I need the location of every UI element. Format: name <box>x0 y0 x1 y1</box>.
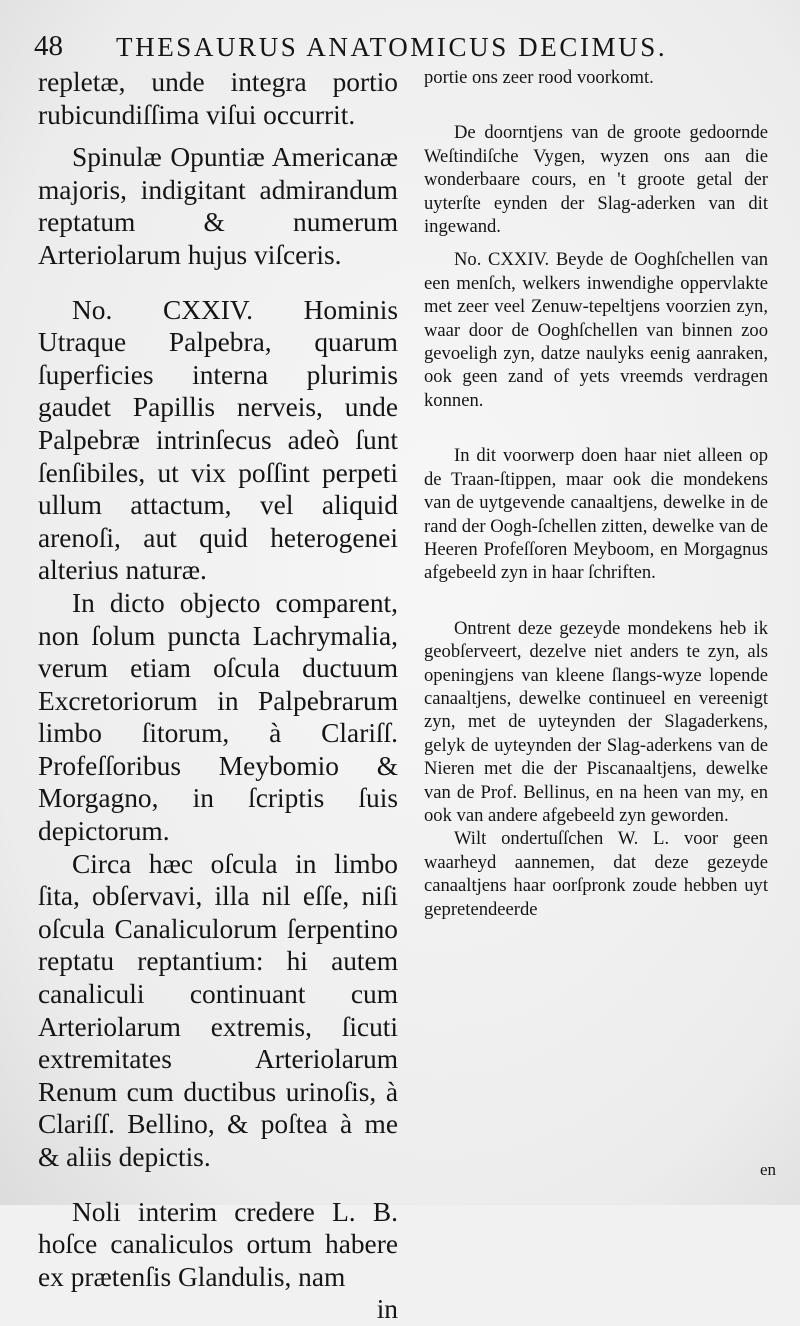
dutch-catchword: en <box>759 1160 776 1179</box>
dutch-entry-number: No. CXXIV. <box>454 249 550 271</box>
latin-paragraph-5: Circa hæc oſcula in limbo ſita, obſervavi, illa nil eſſe, niſi oſcula Canaliculorum ſerpentino reptatu reptantium: hi autem canaliculi continuant cum Arteriolarum extremis, ſicuti extremitates Arteriolarum Renum cum ductibus urinoſis, à Clariſſ. Bellino, & poſtea à me & aliis depictis. <box>38 848 398 1172</box>
dutch-paragraph-5: Ontrent deze gezeyde mondekens heb ik geobſerveert, dezelve niet anders te zyn, als openingjens van kleene ſlangs-wyze lopende canaaltjens, dewelke continueel en vereenigt zyn, met de uyteynden der Slagaderkens, gelyk de uyteynden der Slag-aderkens van de Nieren met die der Piscanaaltjens, dewelke van de Prof. Bellinus, en na heen van my, en ook van andere afgebeeld zyn geworden. <box>424 617 768 826</box>
running-title: THESAURUS ANATOMICUS DECIMUS. <box>116 32 668 62</box>
page-number: 48 <box>34 30 63 62</box>
latin-entry-text: Hominis Utraque Palpebra, quarum ſuperficies interna plurimis gaudet Papillis nerveis, unde Palpebræ intrinſecus adeò ſunt ſenſibiles, ut vix poſſint perpeti ullum attactum, vel aliquid arenoſi, aut quid heterogenei alterius naturæ. <box>38 294 398 586</box>
latin-paragraph-1: repletæ, unde integra portio rubicundiſſima viſui occurrit. <box>38 67 398 130</box>
page-header <box>34 30 734 66</box>
latin-paragraph-3 <box>38 294 398 587</box>
latin-paragraph-6: Noli interim credere L. B. hoſce canaliculos ortum habere ex prætenſis Glandulis, nam <box>38 1196 398 1292</box>
latin-paragraph-4: In dicto objecto comparent, non ſolum puncta Lachrymalia, verum etiam oſcula ductuum Excretoriorum in Palpebrarum limbo ſitorum, à Clariſſ. Profeſſoribus Meybomio & Morgagno, in ſcriptis ſuis depictorum. <box>38 587 398 847</box>
latin-entry-number: No. CXXIV. <box>72 294 253 325</box>
latin-catchword: in <box>376 1294 398 1325</box>
dutch-paragraph-2: De doorntjens van de groote gedoornde Weſtindiſche Vygen, wyzen ons aan die wonderbaare cours, en 't groote getal der uyterſte eynden der Slag-aderken van dit ingewand. <box>424 122 768 238</box>
dutch-column <box>424 66 768 921</box>
latin-column <box>38 66 398 1326</box>
dutch-paragraph-3 <box>424 248 768 412</box>
dutch-paragraph-4: In dit voorwerp doen haar niet alleen op de Traan-ſtippen, maar ook die mondekens van de uytgevende canaaltjens, dewelke in de rand der Oogh-ſchellen zitten, dewelke van de Heeren Profeſſoren Meyboom, en Morgagnus afgebeeld zyn in haar ſchriften. <box>424 445 768 584</box>
latin-paragraph-2: Spinulæ Opuntiæ Americanæ majoris, indigitant admirandum reptatum & numerum Arteriolarum hujus viſceris. <box>38 142 398 270</box>
dutch-entry-text: Beyde de Ooghſchellen van een menſch, welkers inwendighe oppervlakte met zeer veel Zenuw-tepeltjens voorzien zyn, waar door de Ooghſchellen van binnen zoo gevoeligh zyn, datze naulyks eenig aanraken, ook geen zand of yets vreemds verdragen konnen. <box>424 249 768 411</box>
dutch-paragraph-1: portie ons zeer rood voorkomt. <box>424 67 654 88</box>
dutch-paragraph-6: Wilt ondertuſſchen W. L. voor geen waarheyd aannemen, dat deze gezeyde canaaltjens haar oorſpronk zoude hebben uyt gepretendeerde <box>424 828 768 920</box>
